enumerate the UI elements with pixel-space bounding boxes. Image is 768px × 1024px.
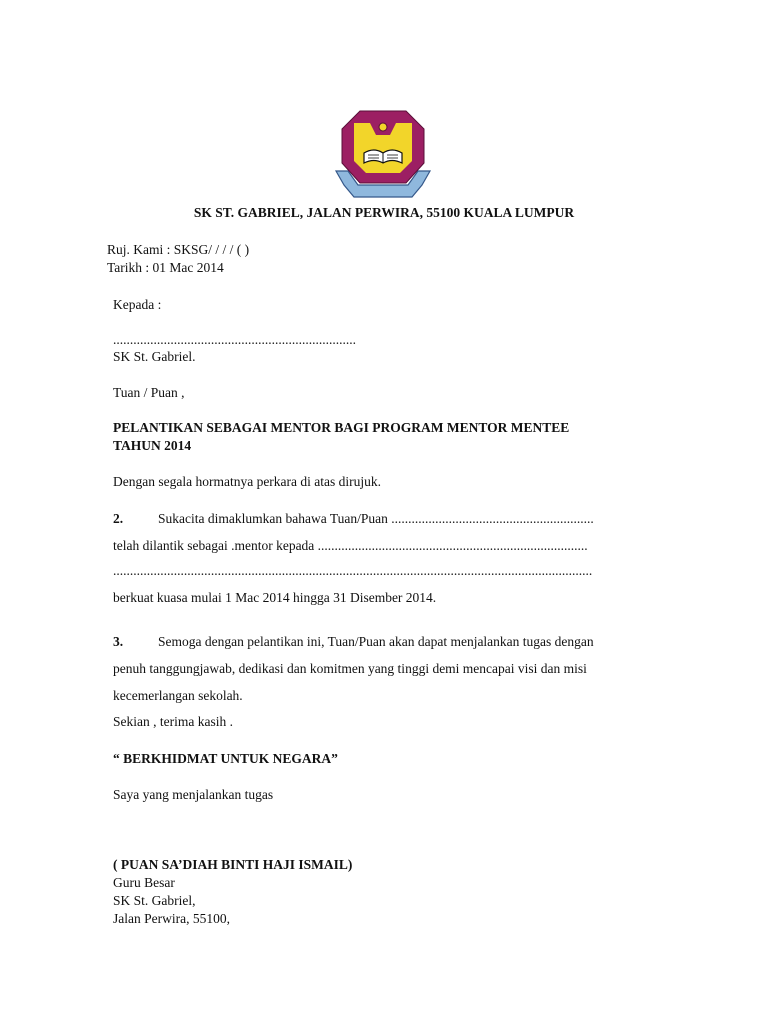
closing-remark: Sekian , terima kasih . xyxy=(113,714,233,729)
letter-date: Tarikh : 01 Mac 2014 xyxy=(107,260,224,275)
signatory-address: Jalan Perwira, 55100, xyxy=(113,911,230,926)
subject-line-1: PELANTIKAN SEBAGAI MENTOR BAGI PROGRAM MENTOR MENTEE xyxy=(113,420,570,435)
para2-line-4: berkuat kuasa mulai 1 Mac 2014 hingga 31 Disember 2014. xyxy=(113,590,437,605)
para2-line-3: .............................................................................................................................................. xyxy=(113,563,593,578)
crest-sun-icon xyxy=(379,123,387,131)
recipient-school: SK St. Gabriel. xyxy=(113,349,196,364)
para2-line-2: telah dilantik sebagai .mentor kepada ................................................................................ xyxy=(113,538,588,553)
para2-line-1: Sukacita dimaklumkan bahawa Tuan/Puan ............................................................ xyxy=(158,511,594,526)
reference-number: Ruj. Kami : SKSG/ / / / ( ) xyxy=(107,242,250,257)
school-crest-logo xyxy=(334,105,432,201)
para3-line-3: kecemerlangan sekolah. xyxy=(113,688,243,703)
school-address-heading: SK ST. GABRIEL, JALAN PERWIRA, 55100 KUALA LUMPUR xyxy=(193,205,575,220)
salutation: Tuan / Puan , xyxy=(113,385,185,400)
duty-statement: Saya yang menjalankan tugas xyxy=(113,787,274,802)
subject-line-2: TAHUN 2014 xyxy=(113,438,192,453)
motto: “ BERKHIDMAT UNTUK NEGARA” xyxy=(113,751,338,766)
intro-paragraph: Dengan segala hormatnya perkara di atas dirujuk. xyxy=(113,474,382,489)
recipient-label: Kepada : xyxy=(113,297,162,312)
signatory-title: Guru Besar xyxy=(113,875,175,890)
para3-line-2: penuh tanggungjawab, dedikasi dan komitmen yang tinggi demi mencapai visi dan misi xyxy=(113,661,587,676)
para3-line-1: Semoga dengan pelantikan ini, Tuan/Puan akan dapat menjalankan tugas dengan xyxy=(158,634,594,649)
para2-number: 2. xyxy=(113,511,124,526)
recipient-dotted-line: ........................................................................ xyxy=(113,332,356,347)
para3-number: 3. xyxy=(113,634,124,649)
signatory-school: SK St. Gabriel, xyxy=(113,893,196,908)
signatory-name: ( PUAN SA’DIAH BINTI HAJI ISMAIL) xyxy=(113,857,353,872)
